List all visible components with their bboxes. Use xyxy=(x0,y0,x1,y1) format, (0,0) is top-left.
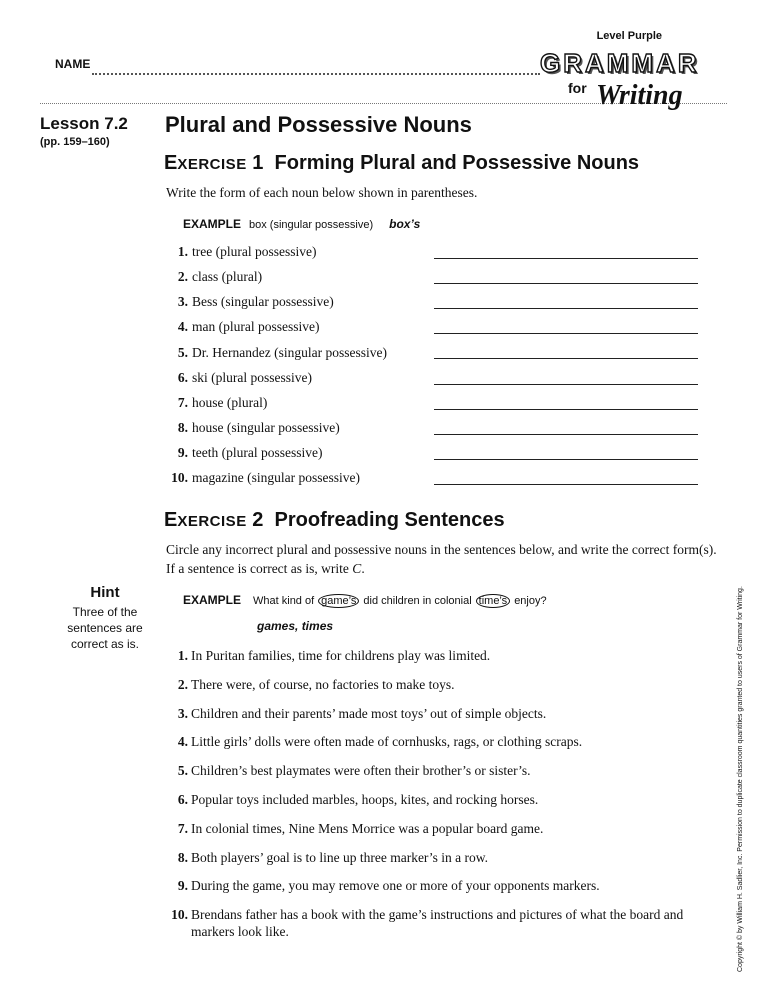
item-text: In colonial times, Nine Mens Morrice was a popular board game. xyxy=(191,821,544,836)
exercise2-instructions xyxy=(166,540,726,578)
item-text: magazine (singular possessive) xyxy=(192,470,360,485)
exercise2-item xyxy=(166,762,726,779)
exercise2-number: 2 xyxy=(252,509,264,531)
answer-line[interactable] xyxy=(434,283,698,284)
exercise1-example xyxy=(183,215,420,233)
item-number: 2. xyxy=(177,677,188,692)
exercise2-label-rest: XERCISE xyxy=(177,513,247,530)
circled-word: time’s xyxy=(476,594,511,608)
instructions-text: Circle any incorrect plural and possessive nouns in the sentences below, and write the correct form(s). If a sentence is correct as is, write xyxy=(166,542,717,576)
item-number: 2. xyxy=(177,269,188,284)
exercise1-item xyxy=(166,470,360,486)
item-text: ski (plural possessive) xyxy=(192,370,312,385)
circled-word: game’s xyxy=(318,594,359,608)
exercise1-item xyxy=(166,319,319,335)
exercise1-label-first: E xyxy=(164,152,178,174)
exercise2-label-first: E xyxy=(164,509,178,531)
exercise1-instructions: Write the form of each noun below shown in parentheses. xyxy=(166,185,478,200)
example-text: did children in colonial xyxy=(363,595,472,607)
item-number: 3. xyxy=(177,294,188,309)
item-number: 8. xyxy=(177,420,188,435)
item-text: There were, of course, no factories to make toys. xyxy=(191,677,455,692)
item-number: 5. xyxy=(177,345,188,360)
item-number: 1. xyxy=(177,244,188,259)
example-answer: box’s xyxy=(389,217,421,231)
answer-line[interactable] xyxy=(434,434,698,435)
item-text: house (plural) xyxy=(192,395,268,410)
lesson-pages: (pp. 159–160) xyxy=(40,136,110,148)
hint-title: Hint xyxy=(90,584,120,601)
item-number: 8. xyxy=(177,850,188,865)
logo-for: for xyxy=(568,80,587,96)
item-text: house (singular possessive) xyxy=(192,420,340,435)
level-label: Level Purple xyxy=(596,30,662,42)
item-text: Dr. Hernandez (singular possessive) xyxy=(192,345,387,360)
item-number: 9. xyxy=(177,445,188,460)
item-text: class (plural) xyxy=(192,269,263,284)
hint-body: Three of the sentences are correct as is. xyxy=(67,605,143,651)
instructions-c: C xyxy=(352,561,362,576)
exercise2-item xyxy=(166,647,726,664)
example-label: EXAMPLE xyxy=(183,217,242,231)
exercise1-item xyxy=(166,244,316,260)
item-text: Bess (singular possessive) xyxy=(192,294,334,309)
answer-line[interactable] xyxy=(434,384,698,385)
answer-line[interactable] xyxy=(434,308,698,309)
page-title: Plural and Possessive Nouns xyxy=(165,112,472,137)
item-text: Little girls’ dolls were often made of cornhusks, rags, or clothing scraps. xyxy=(191,734,583,749)
item-number: 3. xyxy=(177,706,188,721)
exercise1-item xyxy=(166,269,262,285)
item-number: 4. xyxy=(177,734,188,749)
item-text: man (plural possessive) xyxy=(192,319,320,334)
item-text: Children’s best playmates were often their brother’s or sister’s. xyxy=(191,763,531,778)
item-text: Children and their parents’ made most toys’ out of simple objects. xyxy=(191,706,547,721)
exercise1-item xyxy=(166,395,267,411)
exercise2-title: Proofreading Sentences xyxy=(274,509,505,531)
item-text: During the game, you may remove one or more of your opponents markers. xyxy=(191,878,600,893)
answer-line[interactable] xyxy=(434,258,698,259)
instructions-end: . xyxy=(361,561,365,576)
copyright-notice: Copyright © by William H. Sadlier, Inc. Permission to duplicate classroom quantities granted to users of Grammar for Writing. xyxy=(737,586,744,972)
item-number: 6. xyxy=(177,370,188,385)
logo-writing: Writing xyxy=(596,80,683,111)
item-number: 9. xyxy=(177,878,188,893)
item-text: Brendans father has a book with the game’s instructions and pictures of what the board and markers look like. xyxy=(191,907,684,939)
exercise2-item xyxy=(166,877,726,894)
item-number: 5. xyxy=(177,763,188,778)
answer-line[interactable] xyxy=(434,409,698,410)
answer-line[interactable] xyxy=(434,459,698,460)
exercise2-item xyxy=(166,733,726,750)
example-label: EXAMPLE xyxy=(183,593,242,607)
item-number: 10. xyxy=(171,470,188,485)
item-number: 7. xyxy=(177,395,188,410)
exercise2-item xyxy=(166,820,726,837)
exercise1-title: Forming Plural and Possessive Nouns xyxy=(274,152,640,174)
exercise2-item xyxy=(166,791,726,808)
exercise1-item xyxy=(166,445,322,461)
example-answer: games, times xyxy=(257,619,334,633)
exercise2-item xyxy=(166,705,726,722)
item-text: tree (plural possessive) xyxy=(192,244,317,259)
lesson-number: Lesson 7.2 xyxy=(40,114,128,133)
example-text: box (singular possessive) xyxy=(249,219,374,231)
item-text: Both players’ goal is to line up three marker’s in a row. xyxy=(191,850,489,865)
exercise2-item xyxy=(166,676,726,693)
answer-line[interactable] xyxy=(434,484,698,485)
item-number: 10. xyxy=(171,907,188,922)
exercise2-item xyxy=(166,849,726,866)
item-number: 7. xyxy=(177,821,188,836)
answer-line[interactable] xyxy=(434,333,698,334)
exercise1-label-rest: XERCISE xyxy=(177,156,247,173)
answer-line[interactable] xyxy=(434,358,698,359)
exercise1-item xyxy=(166,345,387,361)
exercise1-number: 1 xyxy=(252,152,264,174)
example-text: What kind of xyxy=(253,595,315,607)
item-number: 4. xyxy=(177,319,188,334)
exercise1-item xyxy=(166,294,334,310)
exercise1-heading xyxy=(164,152,639,175)
exercise2-item xyxy=(166,906,726,940)
logo-grammar: GRAMMAR xyxy=(540,48,700,78)
item-number: 6. xyxy=(177,792,188,807)
exercise1-item xyxy=(166,370,312,386)
exercise1-item xyxy=(166,420,340,436)
item-text: In Puritan families, time for childrens play was limited. xyxy=(191,648,491,663)
name-label: NAME xyxy=(55,57,91,71)
exercise2-example xyxy=(183,591,547,609)
item-number: 1. xyxy=(177,648,188,663)
name-line[interactable] xyxy=(92,73,540,75)
example-text: enjoy? xyxy=(514,595,547,607)
item-text: Popular toys included marbles, hoops, kites, and rocking horses. xyxy=(191,792,539,807)
item-text: teeth (plural possessive) xyxy=(192,445,323,460)
exercise2-heading xyxy=(164,509,505,532)
